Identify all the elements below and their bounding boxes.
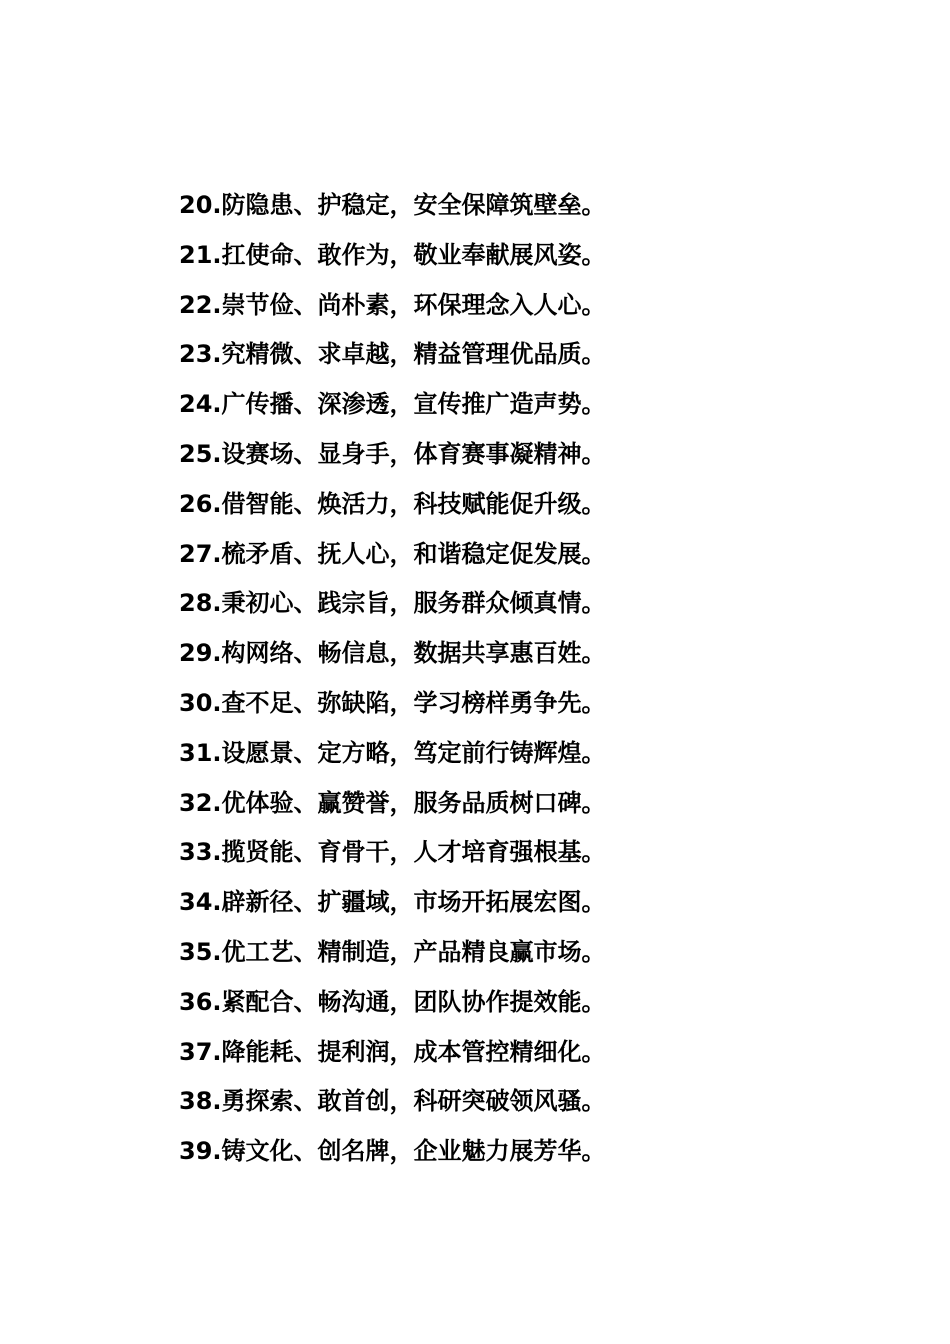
slogan-line-31: 31.设愿景、定方略，笃定前行铸辉煌。 <box>179 738 606 767</box>
slogan-line-37: 37.降能耗、提利润，成本管控精细化。 <box>179 1037 606 1066</box>
slogan-line-29: 29.构网络、畅信息，数据共享惠百姓。 <box>179 639 606 668</box>
slogan-line-30: 30.查不足、弥缺陷，学习榜样勇争先。 <box>179 688 606 717</box>
slogan-line-27: 27.梳矛盾、抚人心，和谐稳定促发展。 <box>179 539 606 568</box>
slogan-line-26: 26.借智能、焕活力，科技赋能促升级。 <box>179 489 606 518</box>
slogan-line-22: 22.崇节俭、尚朴素，环保理念入人心。 <box>179 290 606 319</box>
slogan-line-33: 33.揽贤能、育骨干，人才培育强根基。 <box>179 838 606 867</box>
slogan-line-38: 38.勇探索、敢首创，科研突破领风骚。 <box>179 1087 606 1116</box>
slogan-line-28: 28.秉初心、践宗旨，服务群众倾真情。 <box>179 589 606 618</box>
slogan-list <box>179 185 606 1181</box>
slogan-line-21: 21.扛使命、敢作为，敬业奉献展风姿。 <box>179 240 606 269</box>
slogan-line-35: 35.优工艺、精制造，产品精良赢市场。 <box>179 937 606 966</box>
slogan-line-32: 32.优体验、赢赞誉，服务品质树口碑。 <box>179 788 606 817</box>
slogan-line-25: 25.设赛场、显身手，体育赛事凝精神。 <box>179 439 606 468</box>
slogan-line-39: 39.铸文化、创名牌，企业魅力展芳华。 <box>179 1137 606 1166</box>
slogan-line-36: 36.紧配合、畅沟通，团队协作提效能。 <box>179 987 606 1016</box>
slogan-line-34: 34.辟新径、扩疆域，市场开拓展宏图。 <box>179 888 606 917</box>
slogan-line-23: 23.究精微、求卓越，精益管理优品质。 <box>179 340 606 369</box>
slogan-line-24: 24.广传播、深渗透，宣传推广造声势。 <box>179 390 606 419</box>
slogan-line-20: 20.防隐患、护稳定，安全保障筑壁垒。 <box>179 191 606 219</box>
